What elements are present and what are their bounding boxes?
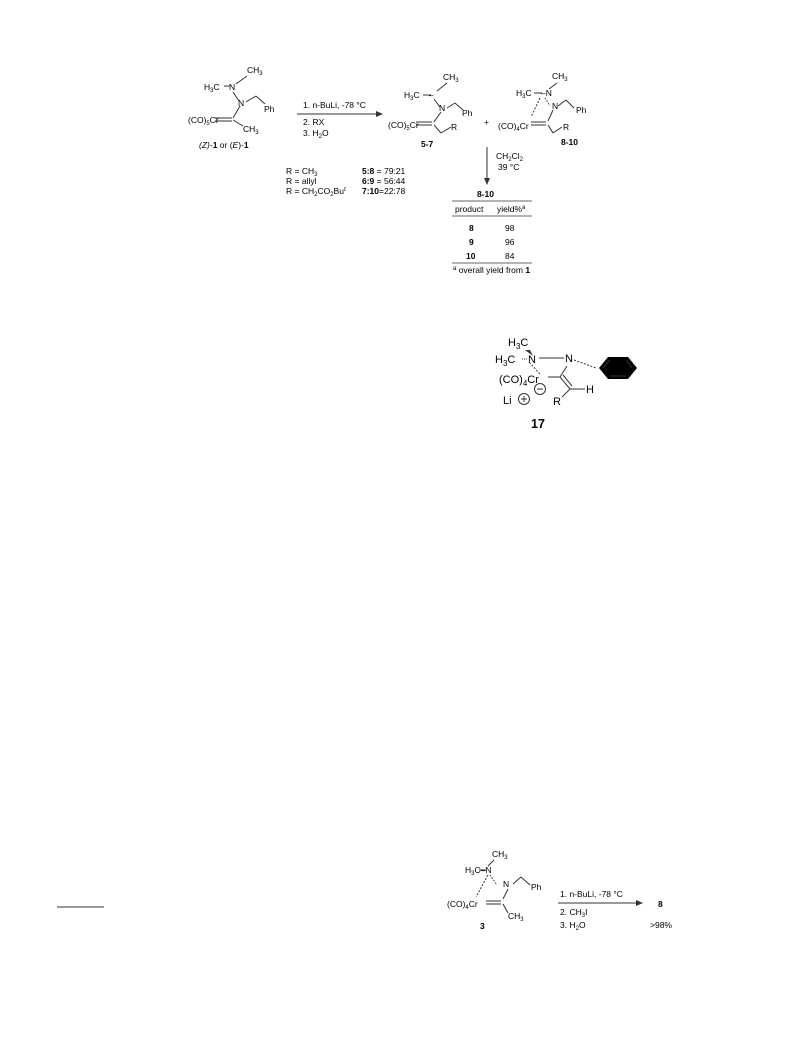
structure-17 — [495, 337, 637, 431]
compound-label-1: (Z)-1 or (E)-1 — [199, 140, 249, 150]
svg-text:–N: –N — [541, 88, 552, 98]
svg-text:N: N — [229, 82, 236, 92]
ratio-list — [286, 166, 406, 198]
plus-sign: + — [484, 117, 489, 127]
table-cell-product: 10 — [466, 251, 476, 261]
compound-label-3: 3 — [480, 921, 485, 931]
svg-text:CH3: $CH_3$ — [243, 124, 259, 136]
svg-text:2. RX: 2. RX — [303, 117, 325, 127]
table-header-product: product — [455, 204, 484, 214]
svg-text:R: R — [553, 396, 561, 408]
reaction-arrow-1 — [297, 100, 383, 140]
product-label-8: 8 — [658, 899, 663, 909]
svg-text:N: N — [528, 354, 536, 366]
svg-text:1. n-BuLi, -78 °C: 1. n-BuLi, -78 °C — [560, 889, 623, 899]
svg-text:(CO)5Cr: $(CO)_5Cr$ — [388, 120, 419, 132]
reactant-3-structure — [447, 849, 542, 931]
ratio-value: 7:10=22:78 — [362, 186, 406, 196]
svg-text:Ph: Ph — [576, 105, 587, 115]
svg-text:3. H2O: 3. $H_2O$ — [560, 920, 586, 932]
svg-text:Ph: Ph — [462, 108, 473, 118]
svg-text:CH2Cl2: $CH_2Cl_2$ — [496, 151, 523, 163]
compound-label-8-10: 8-10 — [561, 137, 579, 147]
table-header-yield: yield%$^a$ — [497, 204, 526, 214]
svg-text:1. n-BuLi, -78 °C: 1. n-BuLi, -78 °C — [303, 100, 366, 110]
svg-text:39 °C: 39 °C — [498, 162, 520, 172]
reaction-arrow-2 — [558, 889, 672, 932]
svg-text:H3C: $H_3C$ — [404, 90, 420, 102]
svg-text:H3C: $H_3C$ — [495, 354, 516, 368]
svg-text:R: R — [451, 122, 458, 132]
svg-text:N: N — [238, 98, 245, 108]
svg-text:CH3: $CH_3$ — [552, 71, 568, 83]
svg-text:N: N — [552, 101, 559, 111]
svg-text:H3C–N: $H_3C-N$ — [465, 865, 492, 877]
ratio-value: 5:8 = 79:21 — [362, 166, 406, 176]
ratio-row: R = allyl — [286, 176, 317, 186]
table-cell-yield: 84 — [505, 251, 515, 261]
svg-text:Li: Li — [503, 395, 512, 407]
ratio-row: $R = CH_2CO_2Bu^t$ — [286, 186, 346, 198]
svg-text:CH3: $CH_3$ — [443, 72, 459, 84]
svg-text:2. CH3I: 2. $CH_3I$ — [560, 907, 588, 919]
ratio-row: $R = CH_3$ — [286, 166, 318, 178]
svg-text:H: H — [586, 384, 594, 396]
svg-text:CH3: $CH_3$ — [508, 911, 524, 923]
svg-text:N: N — [503, 879, 510, 889]
svg-text:3. H2O: 3. $H_2O$ — [303, 128, 329, 140]
svg-text:N: N — [439, 103, 446, 113]
svg-text:(CO)4Cr: $(CO)_4Cr$ — [447, 899, 478, 911]
svg-text:H3C: $H_3C$ — [516, 88, 532, 100]
svg-text:(CO)4Cr: $(CO)_4Cr$ — [499, 374, 539, 388]
svg-text:(CO)5Cr: $(CO)_5Cr$ — [188, 115, 219, 127]
table-cell-yield: 96 — [505, 237, 515, 247]
svg-text:H3C: $H_3C$ — [204, 82, 220, 94]
product-5-7-structure — [388, 72, 473, 149]
reactant-1-structure — [188, 65, 275, 150]
svg-text:H3C: $H_3C$ — [508, 337, 529, 351]
compound-label-17: 17 — [531, 417, 545, 431]
svg-text:CH3: $CH_3$ — [492, 849, 508, 861]
svg-text:–: – — [429, 90, 434, 100]
yield-table — [452, 189, 532, 275]
svg-text:N: N — [565, 353, 573, 365]
table-title: 8-10 — [477, 189, 495, 199]
table-footnote: $^a$ overall yield from 1 — [453, 265, 531, 275]
compound-label-5-7: 5-7 — [421, 139, 434, 149]
svg-text:R: R — [563, 122, 570, 132]
conversion-arrow — [484, 147, 524, 185]
table-cell-yield: 98 — [505, 223, 515, 233]
table-cell-product: 9 — [469, 237, 474, 247]
product-8-10-structure — [498, 71, 587, 147]
ratio-value: 6:9 = 56:44 — [362, 176, 406, 186]
svg-text:Ph: Ph — [531, 882, 542, 892]
svg-text:Ph: Ph — [264, 104, 275, 114]
svg-text:(CO)4Cr: $(CO)_4Cr$ — [498, 121, 529, 133]
svg-text:CH3: $CH_3$ — [247, 65, 263, 77]
table-cell-product: 8 — [469, 223, 474, 233]
product-yield: >98% — [650, 920, 672, 930]
